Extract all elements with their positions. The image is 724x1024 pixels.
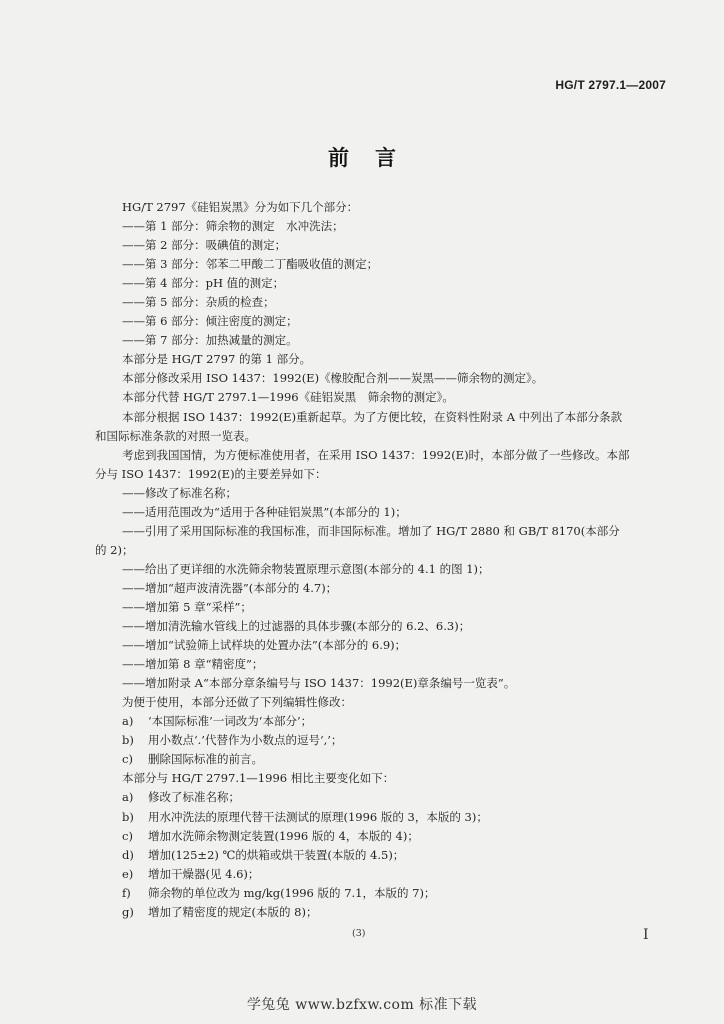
- difference-item: ——增加“试验筛上试样块的处置办法”(本部分的 6.9)；: [122, 638, 407, 653]
- edit-list-item: [122, 731, 668, 750]
- text-line: 本部分根据 ISO 1437：1992(E)重新起草。为了方便比较，在资料性附录 A 中列出了本部分条款: [122, 409, 623, 424]
- text-line-continuation: 的 2)；: [95, 542, 134, 557]
- part-list-item: ——第 7 部分：加热减量的测定。: [122, 333, 298, 348]
- part-list-item: ——第 6 部分：倾注密度的测定；: [122, 314, 298, 329]
- change-list-item: [122, 846, 668, 865]
- foreword-body: [95, 198, 668, 922]
- difference-item: ——修改了标准名称；: [122, 485, 237, 500]
- text-line-continuation: 分与 ISO 1437：1992(E)的主要差异如下：: [95, 466, 327, 481]
- difference-item: ——增加第 8 章“精密度”；: [122, 657, 264, 672]
- change-list-item: [122, 884, 668, 903]
- item-text: 筛余物的单位改为 mg/kg(1996 版的 7.1，本版的 7)；: [148, 885, 436, 900]
- parts-intro-line: HG/T 2797《硅铝炭黑》分为如下几个部分：: [122, 200, 359, 214]
- item-label: c): [122, 752, 133, 767]
- change-list-item: [122, 903, 668, 922]
- item-text: ‘本国际标准’一词改为‘本部分’；: [148, 714, 313, 729]
- page-number: (3): [352, 928, 366, 939]
- difference-item: ——增加“超声波清洗器”(本部分的 4.7)；: [122, 580, 338, 595]
- text-line: 本部分是 HG/T 2797 的第 1 部分。: [122, 352, 312, 367]
- edit-list-item: [122, 712, 668, 731]
- difference-item: ——引用了采用国际标准的我国标准，而非国际标准。增加了 HG/T 2880 和 GB/T 8170(本部分: [122, 523, 620, 538]
- text-line: 为便于使用，本部分还做了下列编辑性修改：: [122, 695, 352, 710]
- item-label: c): [122, 828, 133, 843]
- difference-item: ——增加第 5 章“采样”；: [122, 599, 252, 614]
- item-label: d): [122, 847, 134, 862]
- text-line: 考虑到我国国情，为方便标准使用者，在采用 ISO 1437：1992(E)时，本部分做了一些修改。本部: [122, 447, 630, 462]
- item-text: 修改了标准名称；: [148, 790, 240, 805]
- text-line: 本部分代替 HG/T 2797.1—1996《硅铝炭黑 筛余物的测定》。: [122, 390, 454, 405]
- difference-item: ——给出了更详细的水洗筛余物装置原理示意图(本部分的 4.1 的图 1)；: [122, 561, 490, 576]
- item-text: 增加(125±2) ℃的烘箱或烘干装置(本版的 4.5)；: [148, 847, 405, 862]
- difference-item: ——增加附录 A“本部分章条编号与 ISO 1437：1992(E)章条编号一览表”。: [122, 676, 516, 691]
- item-text: 用水冲洗法的原理代替干法测试的原理(1996 版的 3，本版的 3)；: [148, 809, 488, 824]
- part-list-item: ——第 3 部分：邻苯二甲酸二丁酯吸收值的测定；: [122, 257, 379, 272]
- changes-intro-line: 本部分与 HG/T 2797.1—1996 相比主要变化如下：: [122, 771, 395, 786]
- roman-page-number: I: [643, 927, 649, 943]
- item-label: b): [122, 733, 134, 748]
- item-text: 增加干燥器(见 4.6)；: [148, 866, 260, 881]
- item-label: g): [122, 904, 134, 919]
- part-list-item: ——第 2 部分：吸碘值的测定；: [122, 238, 287, 253]
- item-label: f): [122, 885, 131, 900]
- text-line: 本部分修改采用 ISO 1437：1992(E)《橡胶配合剂——炭黑——筛余物的测定》。: [122, 371, 544, 386]
- item-label: a): [122, 790, 134, 805]
- item-label: e): [122, 866, 134, 881]
- edit-list-item: [122, 750, 668, 769]
- change-list-item: [122, 827, 668, 846]
- item-text: 用小数点‘.’代替作为小数点的逗号‘,’；: [148, 733, 343, 748]
- change-list-item: [122, 788, 668, 807]
- item-text: 增加了精密度的规定(本版的 8)；: [148, 904, 318, 919]
- change-list-item: [122, 808, 668, 827]
- difference-item: ——适用范围改为“适用于各种硅铝炭黑”(本部分的 1)；: [122, 504, 407, 519]
- item-label: a): [122, 714, 134, 729]
- difference-item: ——增加清洗输水管线上的过滤器的具体步骤(本部分的 6.2、6.3)；: [122, 619, 471, 634]
- part-list-item: ——第 1 部分：筛余物的测定 水冲洗法；: [122, 219, 344, 234]
- item-text: 删除国际标准的前言。: [148, 752, 263, 767]
- standard-code: HG/T 2797.1—2007: [555, 78, 666, 92]
- item-text: 增加水洗筛余物测定装置(1996 版的 4，本版的 4)；: [148, 828, 419, 843]
- part-list-item: ——第 5 部分：杂质的检查；: [122, 295, 275, 310]
- footer-watermark: 学兔兔 www.bzfxw.com 标准下载: [246, 997, 478, 1013]
- text-line-continuation: 和国际标准条款的对照一览表。: [95, 428, 256, 443]
- page-title: 前言: [328, 146, 422, 170]
- change-list-item: [122, 865, 668, 884]
- part-list-item: ——第 4 部分：pH 值的测定；: [122, 276, 285, 291]
- item-label: b): [122, 809, 134, 824]
